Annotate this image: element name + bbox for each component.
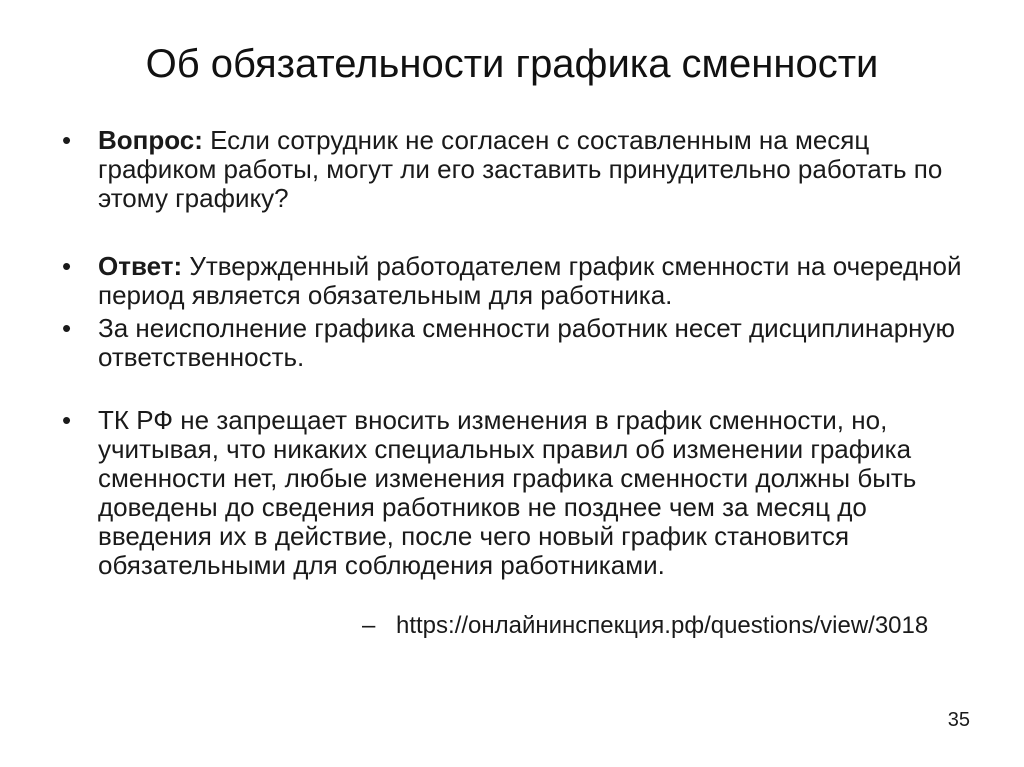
slide-title: Об обязательности графика сменности [145,42,879,86]
bullet-marker: • [62,125,72,155]
page-number: 35 [947,709,970,731]
bullet-text [98,126,978,213]
bullet-text [98,252,978,310]
source-link[interactable]: https://онлайнинспекция.рф/questions/view/3018 [396,612,929,639]
bullet-body: Если сотрудник не согласен с составленным на месяц графиком работы, могут ли его заставить принудительно работать по этому графику? [98,125,943,213]
bullet-marker: • [62,313,72,343]
source-reference [362,611,928,640]
bullet-label: Вопрос: [98,125,203,155]
bullet-text [98,406,978,580]
source-dash: – [362,612,376,639]
bullet-body: За неисполнение графика сменности работник несет дисциплинарную ответственность. [98,313,956,372]
bullet-text [98,314,978,372]
bullet-body: ТК РФ не запрещает вносить изменения в график сменности, но, учитывая, что никаких специальных правил об изменении графика сменности нет, любые изменения графика сменности должны быть доведены до сведения работников не позднее чем за месяц до введения их в действие, после чего новый график становится обязательными для соблюдения работниками. [98,405,917,580]
bullet-body: Утвержденный работодателем график сменности на очередной период является обязательным для работника. [98,251,962,310]
bullet-marker: • [62,405,72,435]
bullet-marker: • [62,251,72,281]
bullet-label: Ответ: [98,251,183,281]
